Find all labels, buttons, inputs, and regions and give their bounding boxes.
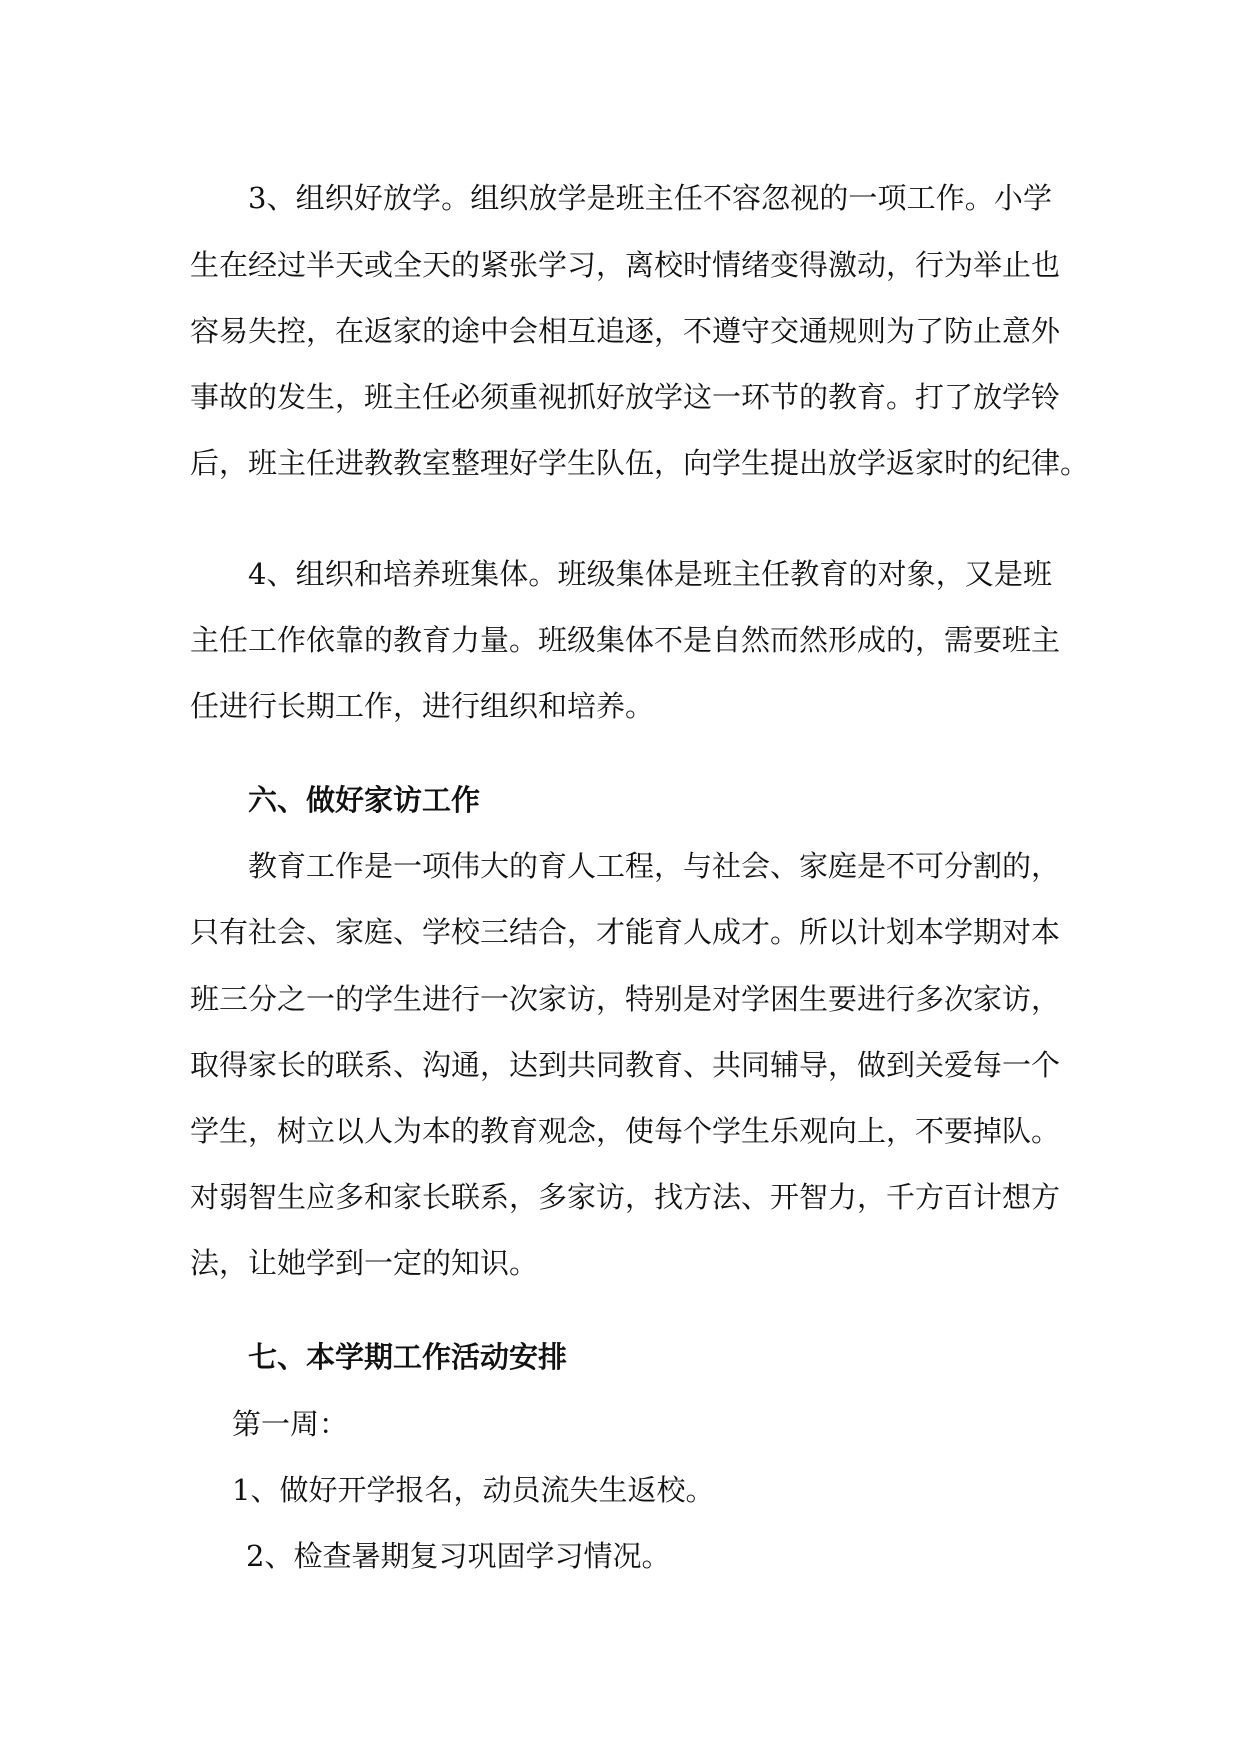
paragraph-line: 学生，树立以人为本的教育观念，使每个学生乐观向上，不要掉队。	[190, 1114, 1061, 1148]
paragraph-line: 班三分之一的学生进行一次家访，特别是对学困生要进行多次家访，	[190, 982, 1061, 1016]
paragraph-line: 事故的发生，班主任必须重视抓好放学这一环节的教育。打了放学铃	[190, 380, 1061, 414]
week-label: 第一周：	[232, 1407, 349, 1441]
paragraph-line: 容易失控，在返家的途中会相互追逐，不遵守交通规则为了防止意外	[190, 314, 1061, 348]
paragraph-line: 3、组织好放学。组织放学是班主任不容忽视的一项工作。小学	[248, 181, 1052, 215]
paragraph-line: 取得家长的联系、沟通，达到共同教育、共同辅导，做到关爱每一个	[190, 1048, 1061, 1082]
list-item: 2、检查暑期复习巩固学习情况。	[246, 1539, 671, 1573]
section-heading: 六、做好家访工作	[248, 783, 481, 817]
paragraph-line: 主任工作依靠的教育力量。班级集体不是自然而然形成的，需要班主	[190, 623, 1061, 657]
paragraph-line: 对弱智生应多和家长联系，多家访，找方法、开智力，千方百计想方	[190, 1180, 1061, 1214]
paragraph-line: 法，让她学到一定的知识。	[190, 1246, 539, 1280]
list-item: 1、做好开学报名，动员流失生返校。	[232, 1473, 715, 1507]
paragraph-line: 只有社会、家庭、学校三结合，才能育人成才。所以计划本学期对本	[190, 915, 1061, 949]
paragraph-line: 教育工作是一项伟大的育人工程，与社会、家庭是不可分割的，	[248, 849, 1061, 883]
paragraph-line: 4、组织和培养班集体。班级集体是班主任教育的对象，又是班	[248, 557, 1052, 591]
paragraph-line: 后，班主任进教教室整理好学生队伍，向学生提出放学返家时的纪律。	[190, 446, 1090, 480]
paragraph-line: 生在经过半天或全天的紧张学习，离校时情绪变得激动，行为举止也	[190, 248, 1061, 282]
section-heading: 七、本学期工作活动安排	[248, 1340, 568, 1374]
paragraph-line: 任进行长期工作，进行组织和培养。	[190, 689, 655, 723]
